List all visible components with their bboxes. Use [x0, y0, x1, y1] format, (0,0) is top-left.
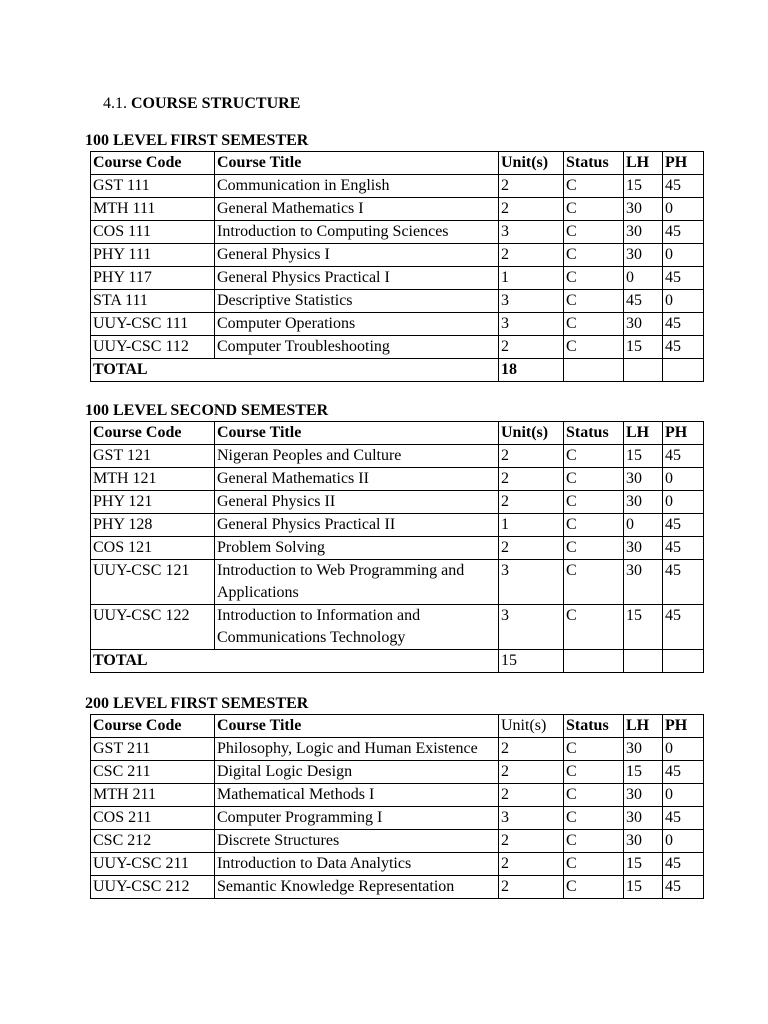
status-cell: C	[564, 807, 624, 830]
lh-cell: 30	[624, 244, 663, 267]
course-title-cell: Philosophy, Logic and Human Existence	[215, 738, 499, 761]
table-row	[91, 738, 704, 761]
table-row	[91, 876, 704, 899]
total-units: 18	[499, 359, 564, 382]
section-200-first	[85, 694, 705, 899]
ph-cell: 0	[663, 491, 704, 514]
section-heading	[103, 94, 300, 114]
lh-cell: 30	[624, 738, 663, 761]
course-code-cell: STA 111	[91, 290, 215, 313]
status-cell: C	[564, 537, 624, 560]
ph-cell: 45	[663, 761, 704, 784]
status-cell: C	[564, 175, 624, 198]
ph-cell: 45	[663, 807, 704, 830]
section-100-first	[85, 131, 705, 382]
status-cell: C	[564, 221, 624, 244]
status-cell: C	[564, 761, 624, 784]
ph-cell: 45	[663, 175, 704, 198]
header-course-title: Course Title	[215, 715, 499, 738]
total-empty	[663, 359, 704, 382]
lh-cell: 30	[624, 807, 663, 830]
header-course-title: Course Title	[215, 422, 499, 445]
course-code-cell: UUY-CSC 211	[91, 853, 215, 876]
ph-cell: 0	[663, 198, 704, 221]
course-code-cell: UUY-CSC 111	[91, 313, 215, 336]
lh-cell: 15	[624, 853, 663, 876]
course-title-cell: General Physics Practical II	[215, 514, 499, 537]
units-cell: 2	[499, 537, 564, 560]
table-row	[91, 290, 704, 313]
table-row	[91, 784, 704, 807]
ph-cell: 0	[663, 468, 704, 491]
lh-cell: 0	[624, 514, 663, 537]
lh-cell: 30	[624, 784, 663, 807]
status-cell: C	[564, 244, 624, 267]
table-row	[91, 830, 704, 853]
header-course-title: Course Title	[215, 152, 499, 175]
units-cell: 3	[499, 605, 564, 650]
course-code-cell: CSC 212	[91, 830, 215, 853]
course-title-cell: Nigeran Peoples and Culture	[215, 445, 499, 468]
units-cell: 2	[499, 445, 564, 468]
course-title-cell: Discrete Structures	[215, 830, 499, 853]
table-row	[91, 853, 704, 876]
lh-cell: 15	[624, 175, 663, 198]
course-code-cell: UUY-CSC 212	[91, 876, 215, 899]
ph-cell: 45	[663, 605, 704, 650]
ph-cell: 45	[663, 537, 704, 560]
header-ph: PH	[663, 422, 704, 445]
ph-cell: 0	[663, 290, 704, 313]
lh-cell: 15	[624, 605, 663, 650]
section-title: 100 LEVEL FIRST SEMESTER	[85, 132, 309, 149]
units-cell: 2	[499, 738, 564, 761]
lh-cell: 15	[624, 336, 663, 359]
lh-cell: 30	[624, 313, 663, 336]
course-table	[90, 714, 704, 899]
units-cell: 3	[499, 560, 564, 605]
course-code-cell: COS 111	[91, 221, 215, 244]
course-code-cell: MTH 121	[91, 468, 215, 491]
course-code-cell: PHY 121	[91, 491, 215, 514]
table-row	[91, 491, 704, 514]
course-code-cell: GST 111	[91, 175, 215, 198]
units-cell: 1	[499, 514, 564, 537]
header-status: Status	[564, 152, 624, 175]
units-cell: 2	[499, 853, 564, 876]
table-row	[91, 445, 704, 468]
course-code-cell: CSC 211	[91, 761, 215, 784]
course-code-cell: GST 211	[91, 738, 215, 761]
course-code-cell: COS 121	[91, 537, 215, 560]
ph-cell: 45	[663, 267, 704, 290]
ph-cell: 45	[663, 445, 704, 468]
table-row	[91, 313, 704, 336]
course-code-cell: PHY 111	[91, 244, 215, 267]
course-code-cell: MTH 211	[91, 784, 215, 807]
units-cell: 2	[499, 830, 564, 853]
lh-cell: 30	[624, 491, 663, 514]
ph-cell: 45	[663, 514, 704, 537]
units-cell: 1	[499, 267, 564, 290]
lh-cell: 45	[624, 290, 663, 313]
table-row	[91, 514, 704, 537]
units-cell: 3	[499, 313, 564, 336]
ph-cell: 45	[663, 853, 704, 876]
course-code-cell: GST 121	[91, 445, 215, 468]
course-title-cell: General Mathematics II	[215, 468, 499, 491]
lh-cell: 30	[624, 468, 663, 491]
units-cell: 2	[499, 468, 564, 491]
units-cell: 3	[499, 221, 564, 244]
table-row	[91, 244, 704, 267]
ph-cell: 45	[663, 876, 704, 899]
header-units: Unit(s)	[499, 422, 564, 445]
header-row	[91, 422, 704, 445]
course-title-cell: Mathematical Methods I	[215, 784, 499, 807]
heading-number: 4.1.	[103, 95, 127, 112]
ph-cell: 0	[663, 830, 704, 853]
course-title-cell: Computer Operations	[215, 313, 499, 336]
table-row	[91, 198, 704, 221]
table-row	[91, 807, 704, 830]
status-cell: C	[564, 560, 624, 605]
section-100-second	[85, 401, 705, 673]
ph-cell: 45	[663, 221, 704, 244]
total-empty	[663, 650, 704, 673]
table-row	[91, 175, 704, 198]
total-row	[91, 359, 704, 382]
total-empty	[624, 650, 663, 673]
header-lh: LH	[624, 422, 663, 445]
ph-cell: 45	[663, 313, 704, 336]
status-cell: C	[564, 876, 624, 899]
total-row	[91, 650, 704, 673]
status-cell: C	[564, 738, 624, 761]
course-title-cell: General Physics I	[215, 244, 499, 267]
course-title-cell: Communication in English	[215, 175, 499, 198]
header-lh: LH	[624, 152, 663, 175]
total-label: TOTAL	[91, 359, 499, 382]
units-cell: 2	[499, 244, 564, 267]
status-cell: C	[564, 313, 624, 336]
course-code-cell: UUY-CSC 121	[91, 560, 215, 605]
header-course-code: Course Code	[91, 152, 215, 175]
table-row	[91, 560, 704, 605]
units-cell: 2	[499, 198, 564, 221]
status-cell: C	[564, 784, 624, 807]
course-title-cell: Introduction to Data Analytics	[215, 853, 499, 876]
table-row	[91, 267, 704, 290]
units-cell: 3	[499, 807, 564, 830]
section-title: 100 LEVEL SECOND SEMESTER	[85, 402, 329, 419]
ph-cell: 45	[663, 560, 704, 605]
total-empty	[564, 359, 624, 382]
course-code-cell: UUY-CSC 112	[91, 336, 215, 359]
units-cell: 3	[499, 290, 564, 313]
header-ph: PH	[663, 152, 704, 175]
course-title-cell: Computer Troubleshooting	[215, 336, 499, 359]
status-cell: C	[564, 853, 624, 876]
status-cell: C	[564, 491, 624, 514]
status-cell: C	[564, 290, 624, 313]
course-code-cell: PHY 128	[91, 514, 215, 537]
course-title-cell: Introduction to Web Programming and Applications	[215, 560, 499, 605]
lh-cell: 30	[624, 560, 663, 605]
ph-cell: 0	[663, 244, 704, 267]
lh-cell: 30	[624, 830, 663, 853]
header-row	[91, 715, 704, 738]
table-row	[91, 468, 704, 491]
status-cell: C	[564, 445, 624, 468]
ph-cell: 0	[663, 738, 704, 761]
course-code-cell: UUY-CSC 122	[91, 605, 215, 650]
lh-cell: 15	[624, 445, 663, 468]
units-cell: 2	[499, 784, 564, 807]
course-code-cell: COS 211	[91, 807, 215, 830]
course-title-cell: General Physics II	[215, 491, 499, 514]
total-units: 15	[499, 650, 564, 673]
units-cell: 2	[499, 876, 564, 899]
lh-cell: 30	[624, 221, 663, 244]
units-cell: 2	[499, 491, 564, 514]
course-title-cell: Digital Logic Design	[215, 761, 499, 784]
units-cell: 2	[499, 175, 564, 198]
course-code-cell: MTH 111	[91, 198, 215, 221]
course-title-cell: Introduction to Computing Sciences	[215, 221, 499, 244]
header-units: Unit(s)	[499, 152, 564, 175]
course-title-cell: Problem Solving	[215, 537, 499, 560]
status-cell: C	[564, 336, 624, 359]
table-row	[91, 605, 704, 650]
lh-cell: 0	[624, 267, 663, 290]
header-units: Unit(s)	[499, 715, 564, 738]
total-empty	[564, 650, 624, 673]
ph-cell: 45	[663, 336, 704, 359]
course-title-cell: General Physics Practical I	[215, 267, 499, 290]
table-row	[91, 336, 704, 359]
lh-cell: 15	[624, 761, 663, 784]
table-row	[91, 761, 704, 784]
units-cell: 2	[499, 761, 564, 784]
lh-cell: 15	[624, 876, 663, 899]
total-label: TOTAL	[91, 650, 499, 673]
status-cell: C	[564, 830, 624, 853]
header-row	[91, 152, 704, 175]
status-cell: C	[564, 198, 624, 221]
section-title: 200 LEVEL FIRST SEMESTER	[85, 695, 309, 712]
ph-cell: 0	[663, 784, 704, 807]
heading-title: COURSE STRUCTURE	[131, 95, 301, 112]
table-row	[91, 537, 704, 560]
header-lh: LH	[624, 715, 663, 738]
course-title-cell: Introduction to Information and Communications Technology	[215, 605, 499, 650]
header-ph: PH	[663, 715, 704, 738]
header-course-code: Course Code	[91, 422, 215, 445]
course-title-cell: General Mathematics I	[215, 198, 499, 221]
total-empty	[624, 359, 663, 382]
lh-cell: 30	[624, 198, 663, 221]
lh-cell: 30	[624, 537, 663, 560]
header-status: Status	[564, 422, 624, 445]
course-title-cell: Semantic Knowledge Representation	[215, 876, 499, 899]
course-table	[90, 151, 704, 382]
units-cell: 2	[499, 336, 564, 359]
header-course-code: Course Code	[91, 715, 215, 738]
status-cell: C	[564, 605, 624, 650]
course-title-cell: Descriptive Statistics	[215, 290, 499, 313]
header-status: Status	[564, 715, 624, 738]
course-title-cell: Computer Programming I	[215, 807, 499, 830]
course-code-cell: PHY 117	[91, 267, 215, 290]
course-table	[90, 421, 704, 673]
status-cell: C	[564, 267, 624, 290]
status-cell: C	[564, 468, 624, 491]
table-row	[91, 221, 704, 244]
status-cell: C	[564, 514, 624, 537]
